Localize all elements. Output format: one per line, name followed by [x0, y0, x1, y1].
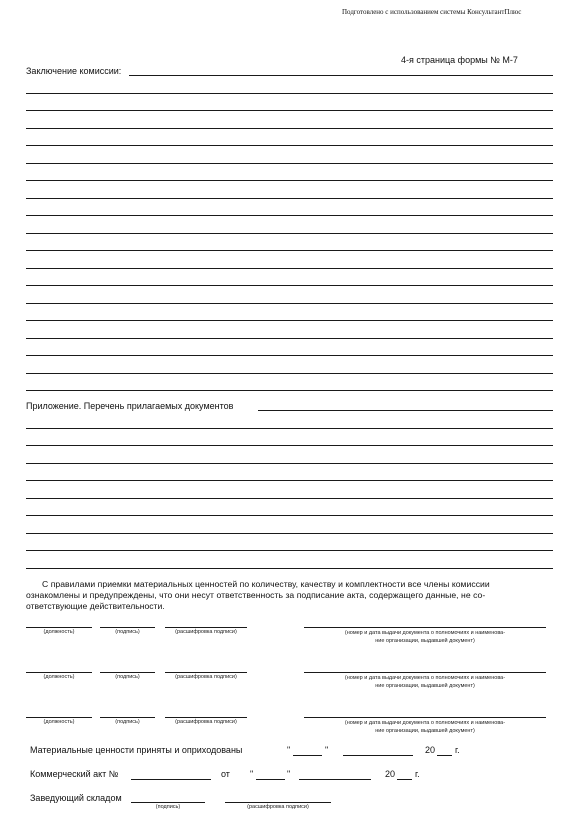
accepted-quote-open: "	[287, 745, 291, 755]
accepted-quote-close: "	[325, 745, 329, 755]
conclusion-line[interactable]	[26, 390, 553, 391]
conclusion-line[interactable]	[26, 145, 553, 146]
authority-doc-field[interactable]	[304, 627, 546, 628]
statement-line-3: ответствующие действительности.	[26, 601, 165, 611]
attachment-line[interactable]	[26, 428, 553, 429]
conclusion-line[interactable]	[26, 180, 553, 181]
accepted-year-field[interactable]	[437, 755, 452, 756]
authority-doc-caption-line-1: (номер и дата выдачи документа о полномочиях и наименова-	[344, 720, 506, 726]
statement-line-2: ознакомлены и предупреждены, что они несут ответственность за подписание акта, содержащего данные, не со-	[26, 590, 486, 600]
authority-doc-caption-line-2: ние организации, выдавшей документ)	[375, 638, 475, 644]
warehouse-head-label: Заведующий складом	[30, 793, 122, 803]
conclusion-line[interactable]	[26, 233, 553, 234]
conclusion-line[interactable]	[26, 373, 553, 374]
position-caption: (должность)	[43, 674, 75, 680]
attachment-line[interactable]	[26, 550, 553, 551]
conclusion-line[interactable]	[26, 163, 553, 164]
signature-caption: (подпись)	[115, 629, 140, 635]
conclusion-label: Заключение комиссии:	[26, 66, 122, 76]
commercial-act-year-suffix: г.	[415, 769, 420, 779]
commercial-act-month-field[interactable]	[299, 779, 371, 780]
conclusion-line[interactable]	[26, 93, 553, 94]
decoding-caption: (расшифровка подписи)	[175, 674, 237, 680]
statement-line-1: С правилами приемки материальных ценностей по количеству, качеству и комплектности все члены комиссии	[42, 579, 490, 589]
commercial-act-label: Коммерческий акт №	[30, 769, 119, 779]
warehouse-head-decoding-field[interactable]	[225, 802, 331, 803]
conclusion-line[interactable]	[26, 338, 553, 339]
authority-doc-caption-line-1: (номер и дата выдачи документа о полномочиях и наименова-	[344, 675, 506, 681]
authority-doc-caption-line-1: (номер и дата выдачи документа о полномочиях и наименова-	[344, 630, 506, 636]
prepared-with-note: Подготовлено с использованием системы КонсультантПлюс	[342, 8, 522, 16]
position-field[interactable]	[26, 627, 92, 628]
conclusion-line[interactable]	[26, 285, 553, 286]
attachment-line[interactable]	[26, 445, 553, 446]
authority-doc-caption	[304, 674, 546, 690]
authority-doc-field[interactable]	[304, 672, 546, 673]
attachment-line[interactable]	[26, 568, 553, 569]
signature-field[interactable]	[100, 717, 155, 718]
warehouse-head-decoding-caption: (расшифровка подписи)	[247, 804, 309, 810]
attachment-line[interactable]	[26, 515, 553, 516]
attachment-line[interactable]	[26, 463, 553, 464]
decoding-caption: (расшифровка подписи)	[175, 719, 237, 725]
decoding-caption: (расшифровка подписи)	[175, 629, 237, 635]
warehouse-head-signature-caption: (подпись)	[155, 804, 181, 810]
accepted-year-suffix: г.	[455, 745, 460, 755]
authority-doc-caption	[304, 719, 546, 735]
conclusion-line[interactable]	[129, 75, 553, 76]
decoding-field[interactable]	[165, 627, 247, 628]
signature-caption: (подпись)	[115, 719, 140, 725]
commercial-act-year-field[interactable]	[397, 779, 412, 780]
conclusion-line[interactable]	[26, 110, 553, 111]
conclusion-line[interactable]	[26, 198, 553, 199]
signature-caption: (подпись)	[115, 674, 140, 680]
attachment-line[interactable]	[26, 480, 553, 481]
position-field[interactable]	[26, 717, 92, 718]
authority-doc-caption-line-2: ние организации, выдавшей документ)	[375, 683, 475, 689]
position-field[interactable]	[26, 672, 92, 673]
signature-field[interactable]	[100, 672, 155, 673]
decoding-field[interactable]	[165, 717, 247, 718]
authority-doc-caption-line-2: ние организации, выдавшей документ)	[375, 728, 475, 734]
conclusion-line[interactable]	[26, 355, 553, 356]
conclusion-line[interactable]	[26, 320, 553, 321]
position-caption: (должность)	[43, 719, 75, 725]
commercial-act-quote-open: "	[250, 769, 254, 779]
position-caption: (должность)	[43, 629, 75, 635]
accepted-year-prefix: 20	[425, 745, 436, 755]
attachment-line[interactable]	[26, 498, 553, 499]
commercial-act-number-field[interactable]	[131, 779, 211, 780]
decoding-field[interactable]	[165, 672, 247, 673]
conclusion-line[interactable]	[26, 215, 553, 216]
attachment-label: Приложение. Перечень прилагаемых документов	[26, 401, 234, 411]
attachment-line[interactable]	[26, 533, 553, 534]
authority-doc-caption	[304, 629, 546, 645]
commercial-act-quote-close: "	[287, 769, 291, 779]
page-label: 4-я страница формы № М-7	[401, 55, 518, 65]
signature-field[interactable]	[100, 627, 155, 628]
conclusion-line[interactable]	[26, 128, 553, 129]
commercial-act-from: от	[221, 769, 230, 779]
accepted-label: Материальные ценности приняты и оприходованы	[30, 745, 243, 755]
conclusion-line[interactable]	[26, 250, 553, 251]
authority-doc-field[interactable]	[304, 717, 546, 718]
warehouse-head-signature-field[interactable]	[131, 802, 205, 803]
commercial-act-year-prefix: 20	[385, 769, 396, 779]
attachment-line[interactable]	[258, 410, 553, 411]
conclusion-line[interactable]	[26, 268, 553, 269]
conclusion-line[interactable]	[26, 303, 553, 304]
accepted-day-field[interactable]	[293, 755, 322, 756]
accepted-month-field[interactable]	[343, 755, 413, 756]
commercial-act-day-field[interactable]	[256, 779, 285, 780]
